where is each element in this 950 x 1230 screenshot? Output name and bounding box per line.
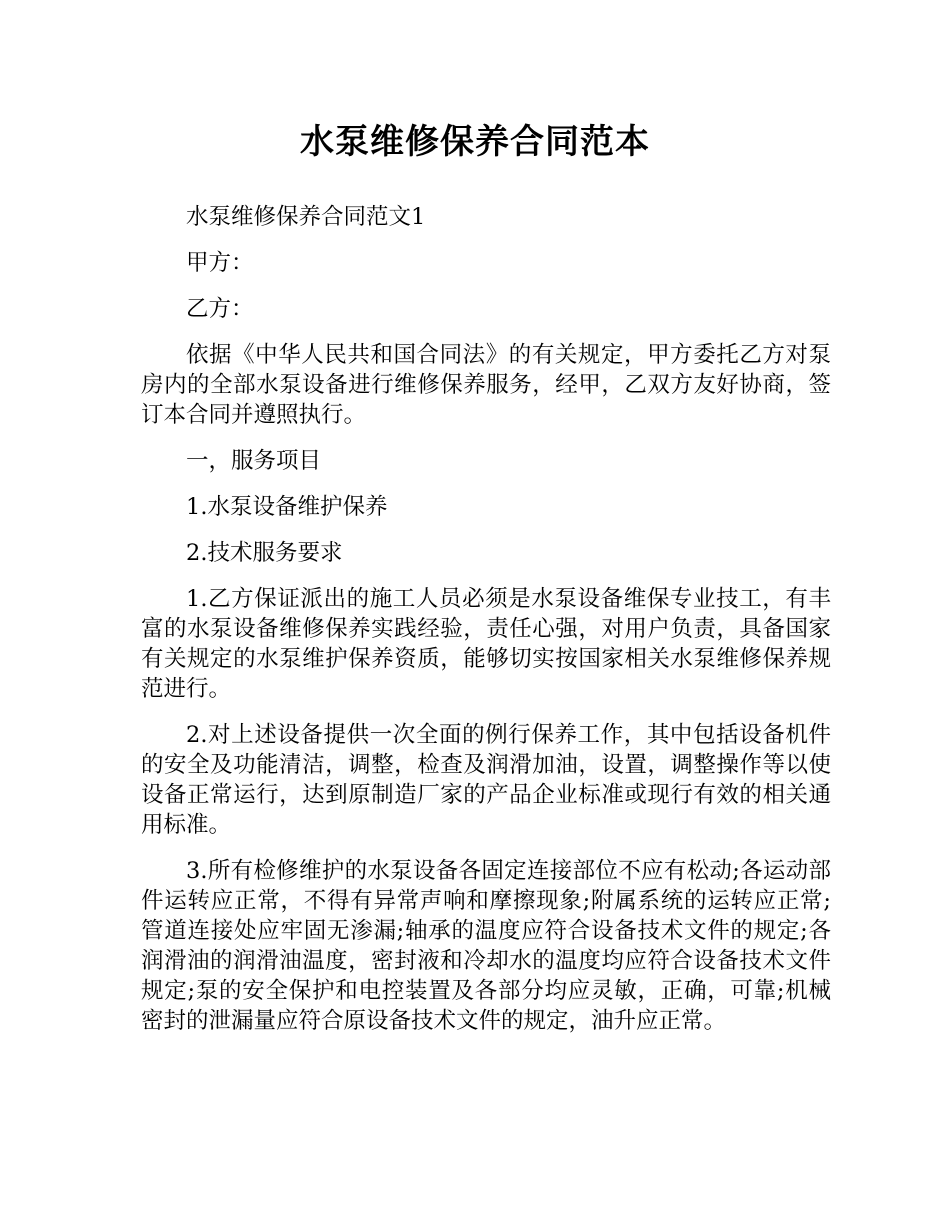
paragraph-clause-2: 2.对上述设备提供一次全面的例行保养工作，其中包括设备机件的安全及功能清洁，调整，检查及润滑加油，设置，调整操作等以使设备正常运行，达到原制造厂家的产品企业标准或现行有效的相关通用标准。 — [141, 722, 831, 838]
paragraph-party-b: 乙方： — [186, 296, 254, 322]
paragraph-preamble: 依据《中华人民共和国合同法》的有关规定，甲方委托乙方对泵房内的全部水泵设备进行维修保养服务，经甲，乙双方友好协商，签订本合同并遵照执行。 — [141, 342, 831, 428]
paragraph-party-a: 甲方： — [186, 250, 254, 276]
paragraph-section-service-items: 一，服务项目 — [186, 448, 322, 474]
paragraph-item-technical-requirements: 2.技术服务要求 — [186, 540, 343, 566]
paragraph-clause-1: 1.乙方保证派出的施工人员必须是水泵设备维保专业技工，有丰富的水泵设备维修保养实践经验，责任心强，对用户负责，具备国家有关规定的水泵维护保养资质，能够切实按国家相关水泵维修保养规范进行。 — [141, 586, 831, 702]
paragraph-contract-heading: 水泵维修保养合同范文1 — [186, 204, 426, 230]
document-title: 水泵维修保养合同范本 — [300, 122, 650, 162]
paragraph-item-maintenance: 1.水泵设备维护保养 — [186, 494, 388, 520]
document-body — [141, 202, 831, 1052]
paragraph-clause-3: 3.所有检修维护的水泵设备各固定连接部位不应有松动;各运动部件运转应正常，不得有异常声响和摩擦现象;附属系统的运转应正常;管道连接处应牢固无渗漏;轴承的温度应符合设备技术文件的规定;各润滑油的润滑油温度，密封液和冷却水的温度均应符合设备技术文件规定;泵的安全保护和电控装置及各部分均应灵敏，正确，可靠;机械密封的泄漏量应符合原设备技术文件的规定，油升应正常。 — [141, 858, 831, 1034]
